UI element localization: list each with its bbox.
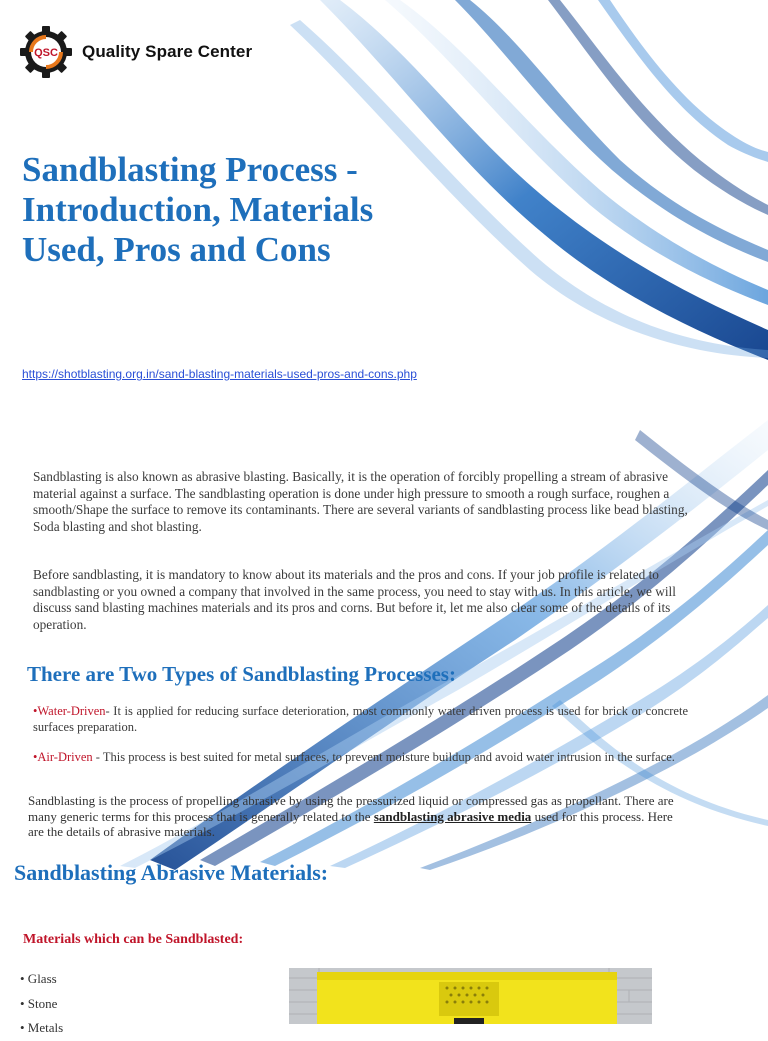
source-url-link[interactable]: https://shotblasting.org.in/sand-blasting-materials-used-pros-and-cons.php [22,367,417,381]
logo-text: QSC [34,47,58,59]
type-label: •Water-Driven [33,704,106,718]
materials-list [20,967,63,1041]
sandblasting-machine-photo [289,968,652,1024]
abrasive-media-link[interactable]: sandblasting abrasive media [373,808,532,824]
process-text-after: used for this process. Here are the details of abrasive materials. [28,808,673,839]
materials-subheading: Materials which can be Sandblasted: [23,932,244,947]
gear-logo-icon [18,24,74,80]
type-description: - This process is best suited for metal surfaces, to prevent moisture buildup and avoid water intrusion in the surface. [92,750,675,764]
intro-paragraph-2: Before sandblasting, it is mandatory to know about its materials and the pros and cons. If your job profile is related to sandblasting or you owned a company that involved in the same process, you need to stay with us. In this article, we will discuss sand blasting machines materials and its pros and corns. But before it, let me also clear some of the details of its operation. [33,567,676,632]
process-paragraph [28,793,688,840]
list-item: • Glass [20,971,57,986]
type-item-water-driven [33,703,688,735]
type-description: - It is applied for reducing surface deterioration, most commonly water driven process is used for brick or concrete surfaces preparation. [33,704,688,734]
logo[interactable] [18,24,252,80]
process-text-before: Sandblasting is the process of propelling abrasive by using the pressurized liquid or compressed gas as propellant. There are many generic terms for this process that is generally related to the [28,793,674,824]
materials-heading: Sandblasting Abrasive Materials: [14,860,329,885]
types-heading: There are Two Types of Sandblasting Processes: [27,662,456,686]
brand-name: Quality Spare Center [82,42,253,61]
type-item-air-driven [33,749,688,765]
page-title: Sandblasting Process - Introduction, Materials Used, Pros and Cons [22,150,374,269]
type-label: •Air-Driven [33,750,93,764]
intro-paragraph-1: Sandblasting is also known as abrasive blasting. Basically, it is the operation of forcibly propelling a stream of abrasive material against a surface. The sandblasting operation is done under high pressure to smooth a rough surface, roughen a smooth/Shape the surface to remove its contaminants. There are several variants of sandblasting process like bead blasting, Soda blasting and shot blasting. [33,469,688,534]
list-item: • Stone [20,995,58,1011]
list-item: • Metals [20,1020,64,1035]
